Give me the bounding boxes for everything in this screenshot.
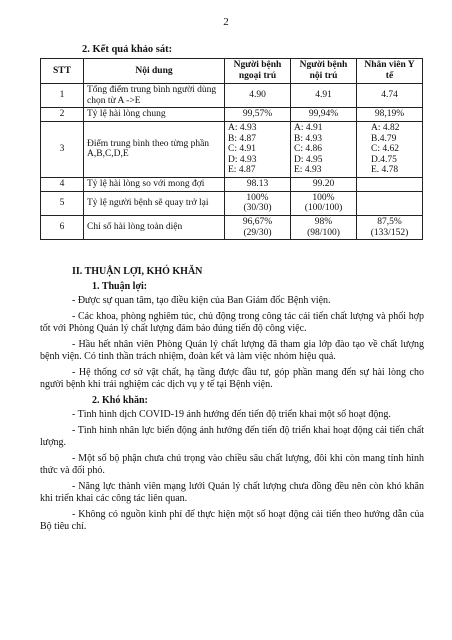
score-line: B.4.79 xyxy=(371,133,397,144)
score-line: E: 4.87 xyxy=(228,165,256,176)
row-content: Tỷ lệ người bệnh sẽ quay trở lại xyxy=(84,191,225,215)
header-content: Nội dung xyxy=(84,59,225,84)
row-inpatient xyxy=(291,191,357,215)
subheading-advantages: 1. Thuận lợi: xyxy=(92,280,148,292)
paragraph: - Các khoa, phòng nghiêm túc, chủ động trong công tác cải tiến chất lượng và phối hợp tốt với Phòng Quản lý chất lượng đảm bảo đúng tiến độ công việc. xyxy=(40,310,424,334)
row-outpatient: 4.90 xyxy=(225,84,291,108)
row-stt: 3 xyxy=(41,121,84,177)
header-staff: Nhân viên Y tế xyxy=(357,59,423,84)
row-outpatient: 99,57% xyxy=(225,108,291,122)
paragraph: - Tình hình nhân lực biến động ảnh hưởng đến tiến độ triển khai hoạt động cải tiến chất lượng. xyxy=(40,424,424,448)
row-inpatient xyxy=(291,215,357,239)
row-inpatient: 99.20 xyxy=(291,178,357,192)
row-outpatient xyxy=(225,121,291,177)
score-line: B: 4.93 xyxy=(294,133,322,144)
paragraph: - Hệ thống cơ sở vật chất, hạ tầng được đầu tư, góp phần mang đến sự hài lòng cho người bệnh khi trải nghiệm các dịch vụ y tế tại Bệnh viện. xyxy=(40,366,424,390)
paragraph: - Hầu hết nhân viên Phòng Quản lý chất lượng đã tham gia lớp đào tạo về chất lượng bệnh viện. Có tinh thần trách nhiệm, đoàn kết và làm việc nhóm hiệu quả. xyxy=(40,338,424,362)
header-inpatient: Người bệnh nội trú xyxy=(291,59,357,84)
row-stt: 4 xyxy=(41,178,84,192)
score-line: D.4.75 xyxy=(371,154,397,165)
section-title: 2. Kết quả khảo sát: xyxy=(82,44,173,55)
score-line: C: 4.86 xyxy=(294,144,322,155)
score-line: A: 4.91 xyxy=(294,122,323,133)
row-content: Tỷ lệ hài lòng so với mong đợi xyxy=(84,178,225,192)
value-line: 87,5% xyxy=(377,216,402,227)
row-outpatient xyxy=(225,215,291,239)
value-line: 98% xyxy=(314,216,333,227)
table-row xyxy=(41,215,423,239)
table-row xyxy=(41,84,423,108)
row-content: Điểm trung bình theo từng phần A,B,C,D,E xyxy=(84,121,225,177)
value-line: (100/100) xyxy=(304,203,343,214)
value-line: 100% xyxy=(246,192,269,203)
row-stt: 6 xyxy=(41,215,84,239)
value-line: (133/152) xyxy=(370,227,409,238)
score-line: C: 4.91 xyxy=(228,144,256,155)
paragraph: - Năng lực thành viên mạng lưới Quản lý chất lượng chưa đồng đều nên còn khó khăn khi triển khai các công tác liên quan. xyxy=(40,480,424,504)
table-row xyxy=(41,191,423,215)
value-line: 96,67% xyxy=(242,216,273,227)
row-inpatient: 99,94% xyxy=(291,108,357,122)
row-stt: 2 xyxy=(41,108,84,122)
row-stt: 1 xyxy=(41,84,84,108)
row-staff: 98,19% xyxy=(357,108,423,122)
row-outpatient xyxy=(225,191,291,215)
header-stt: STT xyxy=(41,59,84,84)
paragraph: - Tình hình dịch COVID-19 ảnh hưởng đến tiến độ triển khai một số hoạt động. xyxy=(72,409,391,420)
value-line: (98/100) xyxy=(307,227,340,238)
row-outpatient: 98.13 xyxy=(225,178,291,192)
score-line: E: 4.93 xyxy=(294,165,322,176)
row-content: Tổng điểm trung bình người dùng chọn từ A ->E xyxy=(84,84,225,108)
row-staff xyxy=(357,178,423,192)
row-content: Chỉ số hài lòng toàn diện xyxy=(84,215,225,239)
score-line: B: 4.87 xyxy=(228,133,256,144)
paragraph: - Được sự quan tâm, tạo điều kiện của Ban Giám đốc Bệnh viện. xyxy=(72,295,331,306)
body-text xyxy=(40,266,424,537)
row-staff: 4.74 xyxy=(357,84,423,108)
row-content: Tỷ lệ hài lòng chung xyxy=(84,108,225,122)
value-line: (30/30) xyxy=(243,203,272,214)
score-line: A: 4.93 xyxy=(228,122,257,133)
row-stt: 5 xyxy=(41,191,84,215)
table-row xyxy=(41,121,423,177)
row-staff xyxy=(357,191,423,215)
row-staff xyxy=(357,215,423,239)
table-header-row xyxy=(41,59,423,84)
score-line: A: 4.82 xyxy=(371,122,400,133)
table-row xyxy=(41,108,423,122)
row-inpatient xyxy=(291,121,357,177)
header-outpatient: Người bệnh ngoại trú xyxy=(225,59,291,84)
value-line: 100% xyxy=(312,192,335,203)
row-inpatient: 4.91 xyxy=(291,84,357,108)
survey-results-table xyxy=(40,58,423,240)
score-line: D: 4.95 xyxy=(294,154,323,165)
paragraph: - Một số bộ phận chưa chú trọng vào chiều sâu chất lượng, đôi khi còn mang tính hình thức và đối phó. xyxy=(40,452,424,476)
score-line: E. 4.78 xyxy=(371,165,399,176)
subheading-difficulties: 2. Khó khăn: xyxy=(92,394,148,406)
paragraph: - Không có nguồn kinh phí để thực hiện một số hoạt động cải tiến theo hướng dẫn của Bộ tiêu chí. xyxy=(40,508,424,532)
page-number: 2 xyxy=(223,16,229,28)
value-line: (29/30) xyxy=(243,227,272,238)
score-line: C: 4.62 xyxy=(371,144,399,155)
row-staff xyxy=(357,121,423,177)
score-line: D: 4.93 xyxy=(228,154,257,165)
heading-advantages-difficulties: II. THUẬN LỢI, KHÓ KHĂN xyxy=(72,266,203,277)
table-row xyxy=(41,178,423,192)
